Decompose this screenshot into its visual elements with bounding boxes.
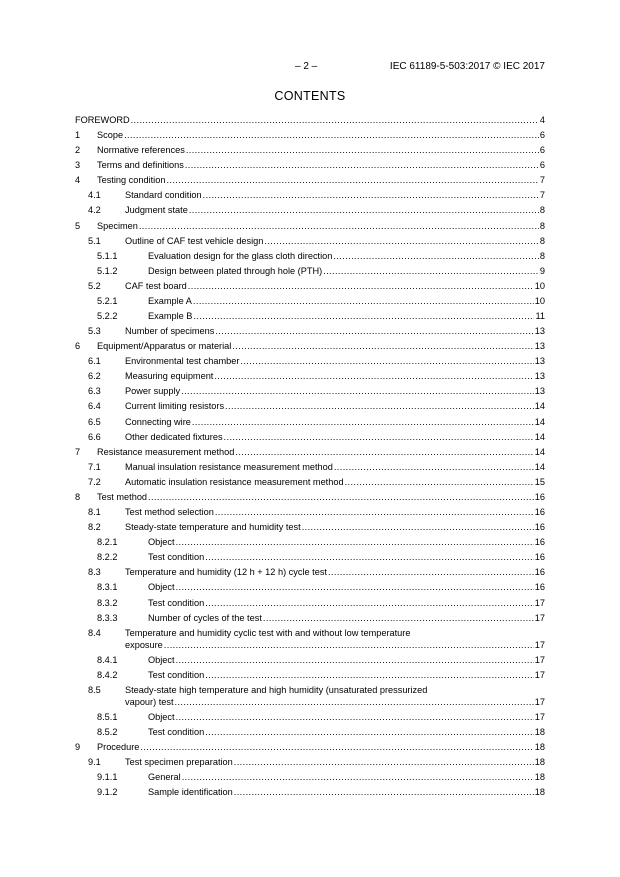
toc-entry-title: Connecting wire xyxy=(125,416,191,427)
toc-entry-line xyxy=(148,726,545,738)
toc-entry-line xyxy=(125,476,545,488)
toc-entry-page: 17 xyxy=(534,669,545,680)
toc-entry-page: 14 xyxy=(534,416,545,427)
dot-leader xyxy=(334,461,534,473)
toc-entry-number: 4.2 xyxy=(88,205,101,216)
toc-entry-line xyxy=(125,431,545,443)
toc-entry-line xyxy=(125,416,545,428)
toc-entry[interactable] xyxy=(75,143,545,158)
toc-entry-number: 9.1 xyxy=(88,757,101,768)
toc-entry[interactable] xyxy=(75,294,545,309)
toc-entry-page: 17 xyxy=(534,711,545,722)
dot-leader xyxy=(205,597,534,609)
toc-entry-title: Power supply xyxy=(125,386,181,397)
toc-entry-page: 7 xyxy=(539,190,545,201)
toc-entry[interactable] xyxy=(75,234,545,249)
toc-entry-line xyxy=(125,639,545,651)
toc-entry-number: 5.1.1 xyxy=(97,250,118,261)
toc-entry-line xyxy=(148,551,545,563)
toc-entry-page: 7 xyxy=(539,175,545,186)
toc-entry-page: 16 xyxy=(534,522,545,533)
toc-entry-title: Object xyxy=(148,711,175,722)
toc-entry[interactable] xyxy=(75,740,545,755)
toc-entry-number: 6.4 xyxy=(88,401,101,412)
toc-entry-page: 14 xyxy=(534,446,545,457)
standard-reference: IEC 61189-5-503:2017 © IEC 2017 xyxy=(389,61,545,72)
toc-entry[interactable] xyxy=(75,399,545,414)
toc-entry-title: Testing condition xyxy=(97,175,166,186)
dot-leader xyxy=(140,741,533,753)
toc-entry-number: 8.5 xyxy=(88,684,101,695)
toc-entry-title: Scope xyxy=(97,130,124,141)
toc-entry-number: 8.2.2 xyxy=(97,552,118,563)
toc-entry-title: Manual insulation resistance measurement method xyxy=(125,461,333,472)
dot-leader xyxy=(166,174,538,186)
dot-leader xyxy=(176,581,534,593)
toc-entry[interactable] xyxy=(75,683,545,710)
toc-entry-page: 13 xyxy=(534,326,545,337)
toc-entry-page: 8 xyxy=(539,235,545,246)
toc-entry-title: Example B xyxy=(148,311,193,322)
toc-entry-line xyxy=(97,220,545,232)
dot-leader xyxy=(225,400,534,412)
toc-entry-page: 18 xyxy=(534,772,545,783)
toc-entry[interactable] xyxy=(75,173,545,188)
toc-entry[interactable] xyxy=(75,415,545,430)
dot-leader xyxy=(164,639,534,651)
toc-entry-number: 5.3 xyxy=(88,326,101,337)
toc-entry[interactable] xyxy=(75,668,545,683)
dot-leader xyxy=(328,566,534,578)
toc-entry-line xyxy=(148,597,545,609)
toc-entry-title: Number of cycles of the test xyxy=(148,612,262,623)
dot-leader xyxy=(131,114,539,126)
toc-entry-line xyxy=(148,250,545,262)
toc-entry-number: 6.3 xyxy=(88,386,101,397)
toc-entry-page: 16 xyxy=(534,582,545,593)
page-header xyxy=(0,61,620,75)
toc-entry-title: Normative references xyxy=(97,145,185,156)
dot-leader xyxy=(345,476,534,488)
toc-entry-title: Test method xyxy=(97,491,148,502)
toc-entry-number: 3 xyxy=(75,160,81,171)
toc-entry-page: 17 xyxy=(534,612,545,623)
toc-entry-title: Steady-state temperature and humidity test xyxy=(125,522,301,533)
toc-entry-number: 5 xyxy=(75,220,81,231)
toc-entry-page: 8 xyxy=(539,250,545,261)
toc-entry-number: 4 xyxy=(75,175,81,186)
toc-entry-title: Other dedicated fixtures xyxy=(125,431,223,442)
toc-entry-number: 8.2 xyxy=(88,522,101,533)
toc-entry[interactable] xyxy=(75,264,545,279)
toc-entry-title: Automatic insulation resistance measurement method xyxy=(125,476,344,487)
toc-entry-page: 14 xyxy=(534,401,545,412)
toc-entry-page: 17 xyxy=(534,654,545,665)
toc-entry[interactable] xyxy=(75,596,545,611)
toc-entry[interactable] xyxy=(75,505,545,520)
toc-entry-line xyxy=(125,204,545,216)
toc-entry-number: 6.5 xyxy=(88,416,101,427)
toc-entry-title: General xyxy=(148,772,181,783)
toc-entry-number: 8.3.1 xyxy=(97,582,118,593)
dot-leader xyxy=(185,159,539,171)
toc-entry-line xyxy=(125,280,545,292)
dot-leader xyxy=(214,370,533,382)
toc-entry-line xyxy=(97,491,545,503)
dot-leader xyxy=(263,612,534,624)
dot-leader xyxy=(175,696,534,708)
toc-entry-title: Temperature and humidity cyclic test with and without low temperature xyxy=(125,627,411,638)
dot-leader xyxy=(139,220,539,232)
toc-entry[interactable] xyxy=(75,354,545,369)
toc-entry[interactable] xyxy=(75,339,545,354)
toc-entry-page: 10 xyxy=(534,295,545,306)
toc-entry-title: Sample identification xyxy=(148,787,233,798)
toc-entry-page: 16 xyxy=(534,491,545,502)
toc-entry-page: 14 xyxy=(534,431,545,442)
dot-leader xyxy=(124,129,539,141)
toc-entry-page: 6 xyxy=(539,130,545,141)
dot-leader xyxy=(302,521,534,533)
toc-entry-title: Environmental test chamber xyxy=(125,356,240,367)
dot-leader xyxy=(264,235,538,247)
toc-entry-number: 6.1 xyxy=(88,356,101,367)
toc-entry-title: Specimen xyxy=(97,220,138,231)
toc-entry-number: 2 xyxy=(75,145,81,156)
toc-entry-title: Equipment/Apparatus or material xyxy=(97,341,232,352)
toc-entry-number: 7.2 xyxy=(88,476,101,487)
dot-leader xyxy=(176,654,534,666)
dot-leader xyxy=(205,726,534,738)
toc-entry-line xyxy=(148,310,545,322)
dot-leader xyxy=(189,204,539,216)
toc-entry-title: Outline of CAF test vehicle design xyxy=(125,235,264,246)
toc-entry[interactable] xyxy=(75,309,545,324)
toc-entry-title: FOREWORD xyxy=(75,115,130,125)
toc-entry-line xyxy=(125,506,545,518)
toc-entry[interactable] xyxy=(75,626,545,653)
toc-entry-number: 7.1 xyxy=(88,461,101,472)
toc-entry-title: Temperature and humidity (12 h + 12 h) cycle test xyxy=(125,567,327,578)
toc-entry-title-continued: exposure xyxy=(125,639,163,650)
toc-entry-page: 8 xyxy=(539,205,545,216)
toc-entry-line xyxy=(125,566,545,578)
toc-entry-number: 8.4 xyxy=(88,627,101,638)
dot-leader xyxy=(224,431,534,443)
toc-entry-line xyxy=(125,235,545,247)
toc-entry-line xyxy=(148,581,545,593)
dot-leader xyxy=(181,385,534,397)
toc-entry-line xyxy=(97,446,545,458)
toc-entry-number: 8.5.2 xyxy=(97,726,118,737)
toc-entry-number: 5.2 xyxy=(88,280,101,291)
dot-leader xyxy=(193,310,534,322)
toc-entry-line xyxy=(125,189,545,201)
toc-entry-line xyxy=(148,295,545,307)
toc-entry[interactable] xyxy=(75,279,545,294)
toc-entry[interactable] xyxy=(75,565,545,580)
toc-entry-line xyxy=(148,786,545,798)
toc-entry-title: Test condition xyxy=(148,597,205,608)
dot-leader xyxy=(182,771,534,783)
toc-entry-line xyxy=(148,612,545,624)
contents-title: CONTENTS xyxy=(274,89,346,103)
toc-entry[interactable] xyxy=(75,755,545,770)
toc-entry-number: 1 xyxy=(75,130,81,141)
dot-leader xyxy=(240,355,533,367)
toc-entry[interactable] xyxy=(75,550,545,565)
toc-entry-page: 11 xyxy=(535,311,545,322)
toc-entry-title: Test condition xyxy=(148,552,205,563)
dot-leader xyxy=(203,189,539,201)
toc-entry-line xyxy=(148,669,545,681)
toc-entry-line xyxy=(148,654,545,666)
toc-entry[interactable] xyxy=(75,611,545,626)
toc-entry-number: 8.2.1 xyxy=(97,537,118,548)
toc-entry[interactable] xyxy=(75,219,545,234)
toc-entry-page: 16 xyxy=(534,537,545,548)
dot-leader xyxy=(176,536,534,548)
toc-entry-page: 6 xyxy=(539,160,545,171)
toc-entry-line xyxy=(125,696,545,708)
dot-leader xyxy=(235,446,533,458)
toc-entry-page: 18 xyxy=(534,741,545,752)
toc-entry-title: Object xyxy=(148,582,175,593)
toc-entry-title: Object xyxy=(148,654,175,665)
toc-entry-title: Test condition xyxy=(148,726,205,737)
toc-entry-page: 13 xyxy=(534,371,545,382)
toc-entry-page: 16 xyxy=(534,507,545,518)
toc-entry-title: Resistance measurement method xyxy=(97,446,235,457)
toc-entry-number: 8.3.3 xyxy=(97,612,118,623)
toc-entry[interactable] xyxy=(75,475,545,490)
toc-entry-number: 8.3 xyxy=(88,567,101,578)
toc-entry-title: Terms and definitions xyxy=(97,160,184,171)
toc-entry-page: 4 xyxy=(539,115,545,125)
dot-leader xyxy=(193,295,534,307)
toc-entry-title: Measuring equipment xyxy=(125,371,214,382)
toc-entry-number: 8.4.2 xyxy=(97,669,118,680)
toc-entry-line xyxy=(97,159,545,171)
toc-entry-page: 18 xyxy=(534,726,545,737)
toc-entry-line xyxy=(125,385,545,397)
toc-entry-page: 13 xyxy=(534,341,545,352)
toc-entry-line xyxy=(97,741,545,753)
toc-entry-number: 4.1 xyxy=(88,190,101,201)
toc-entry-number: 8.4.1 xyxy=(97,654,118,665)
dot-leader xyxy=(148,491,534,503)
toc-entry-number: 5.1.2 xyxy=(97,265,118,276)
toc-entry-page: 9 xyxy=(539,265,545,276)
dot-leader xyxy=(234,756,534,768)
toc-entry[interactable] xyxy=(75,445,545,460)
toc-entry-page: 13 xyxy=(534,386,545,397)
dot-leader xyxy=(186,144,539,156)
toc-entry-title: Judgment state xyxy=(125,205,188,216)
toc-entry-title: Steady-state high temperature and high humidity (unsaturated pressurized xyxy=(125,684,428,695)
toc-entry-title-continued: vapour) test xyxy=(125,696,174,707)
toc-entry-title: Standard condition xyxy=(125,190,202,201)
toc-entry[interactable] xyxy=(75,203,545,218)
toc-entry-number: 8.3.2 xyxy=(97,597,118,608)
toc-entry-number: 6.2 xyxy=(88,371,101,382)
toc-entry[interactable] xyxy=(75,384,545,399)
toc-entry-page: 17 xyxy=(534,696,545,707)
toc-entry-line xyxy=(97,340,545,352)
page-number: – 2 – xyxy=(295,61,318,72)
toc-entry-number: 8.5.1 xyxy=(97,711,118,722)
toc-entry-title: Current limiting resistors xyxy=(125,401,225,412)
toc-entry-page: 8 xyxy=(539,220,545,231)
toc-entry-number: 8 xyxy=(75,491,81,502)
toc-entry-title: Example A xyxy=(148,295,192,306)
toc-entry[interactable] xyxy=(75,128,545,143)
toc-entry[interactable] xyxy=(75,430,545,445)
toc-entry-line xyxy=(148,711,545,723)
table-of-contents xyxy=(75,113,545,800)
toc-entry-number: 9.1.2 xyxy=(97,787,118,798)
toc-entry[interactable] xyxy=(75,785,545,800)
toc-entry-line xyxy=(125,521,545,533)
toc-entry-title: Number of specimens xyxy=(125,326,215,337)
dot-leader xyxy=(333,250,539,262)
toc-entry-title: Object xyxy=(148,537,175,548)
toc-entry-number: 6.6 xyxy=(88,431,101,442)
toc-entry[interactable] xyxy=(75,653,545,668)
dot-leader xyxy=(232,340,533,352)
dot-leader xyxy=(176,711,534,723)
toc-entry-number: 5.2.1 xyxy=(97,295,118,306)
toc-entry[interactable] xyxy=(75,324,545,339)
toc-entry-page: 13 xyxy=(534,356,545,367)
toc-entry[interactable] xyxy=(75,520,545,535)
toc-entry-line xyxy=(97,129,545,141)
toc-entry[interactable] xyxy=(75,725,545,740)
toc-entry[interactable] xyxy=(75,490,545,505)
toc-entry-page: 15 xyxy=(534,476,545,487)
toc-entry-number: 5.2.2 xyxy=(97,311,118,322)
toc-entry-number: 5.1 xyxy=(88,235,101,246)
dot-leader xyxy=(192,416,534,428)
toc-entry[interactable] xyxy=(75,188,545,203)
dot-leader xyxy=(234,786,534,798)
toc-entry-line xyxy=(125,756,545,768)
toc-entry-line xyxy=(148,536,545,548)
dot-leader xyxy=(188,280,534,292)
toc-entry-line xyxy=(97,174,545,186)
toc-entry-title: Test condition xyxy=(148,669,205,680)
dot-leader xyxy=(215,506,534,518)
toc-entry-title: Test method selection xyxy=(125,507,214,518)
toc-entry-page: 18 xyxy=(534,787,545,798)
toc-entry-title: Procedure xyxy=(97,741,140,752)
toc-entry-page: 17 xyxy=(534,639,545,650)
dot-leader xyxy=(205,669,534,681)
toc-entry[interactable] xyxy=(75,580,545,595)
toc-entry[interactable] xyxy=(75,113,545,128)
dot-leader xyxy=(215,325,533,337)
toc-entry-line xyxy=(75,114,545,126)
toc-entry[interactable] xyxy=(75,460,545,475)
toc-entry-page: 17 xyxy=(534,597,545,608)
toc-entry-number: 6 xyxy=(75,341,81,352)
toc-entry-title: Evaluation design for the glass cloth direction xyxy=(148,250,333,261)
toc-entry-line xyxy=(125,400,545,412)
dot-leader xyxy=(205,551,534,563)
toc-entry-page: 18 xyxy=(534,757,545,768)
toc-entry-line xyxy=(125,355,545,367)
toc-entry-title: Design between plated through hole (PTH) xyxy=(148,265,323,276)
toc-entry[interactable] xyxy=(75,249,545,264)
toc-entry-page: 6 xyxy=(539,145,545,156)
toc-entry-title: Test specimen preparation xyxy=(125,757,233,768)
toc-entry-line xyxy=(125,325,545,337)
toc-entry[interactable] xyxy=(75,535,545,550)
toc-entry-line xyxy=(148,265,545,277)
toc-entry-page: 14 xyxy=(534,461,545,472)
toc-entry[interactable] xyxy=(75,710,545,725)
toc-entry[interactable] xyxy=(75,770,545,785)
toc-entry-line xyxy=(148,771,545,783)
toc-entry-page: 16 xyxy=(534,567,545,578)
toc-entry-number: 7 xyxy=(75,446,81,457)
toc-entry-line xyxy=(97,144,545,156)
toc-entry[interactable] xyxy=(75,158,545,173)
toc-entry-line xyxy=(125,461,545,473)
toc-entry-title: CAF test board xyxy=(125,280,187,291)
dot-leader xyxy=(323,265,539,277)
toc-entry-number: 9 xyxy=(75,741,81,752)
toc-entry-page: 10 xyxy=(534,280,545,291)
toc-entry-number: 9.1.1 xyxy=(97,772,118,783)
toc-entry-line xyxy=(125,370,545,382)
toc-entry-page: 16 xyxy=(534,552,545,563)
toc-entry-number: 8.1 xyxy=(88,507,101,518)
toc-entry[interactable] xyxy=(75,369,545,384)
